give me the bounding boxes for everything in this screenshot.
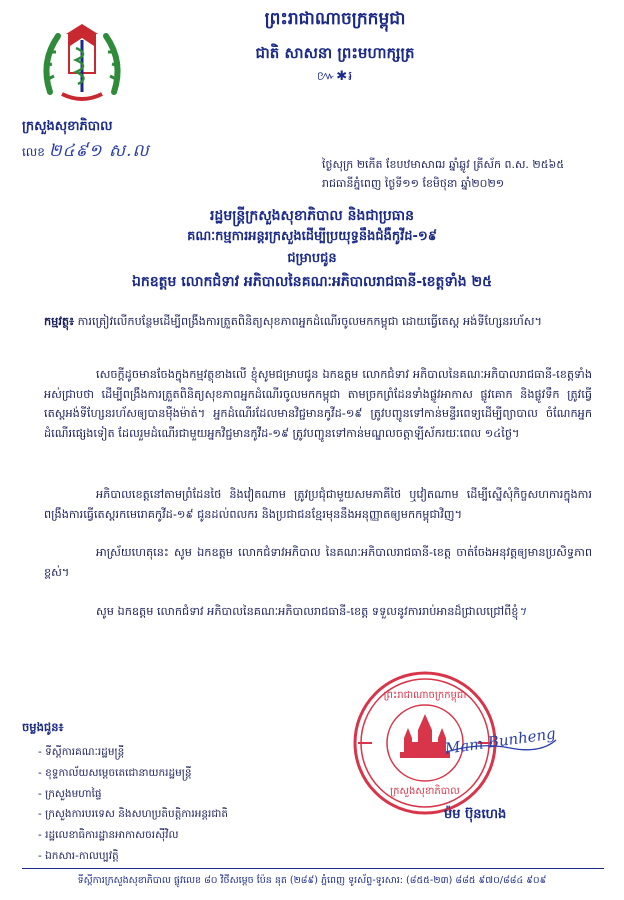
cc-item: - ឯកសារ-កាលប្បវត្តិ [38,846,228,867]
title-committee: គណៈកម្មការអន្តរក្រសួងដើម្បីប្រយុទ្ធនឹងជំងឺកូវីដ-១៩ [187,229,437,244]
reference-value: ២៤៩១ ស.ល [48,141,150,161]
footer-divider [22,868,604,869]
title-recipients: ឯកឧត្តម លោកជំទាវ អភិបាលនៃគណៈអភិបាលរាជធានី-ខេត្តទាំង ២៥ [131,274,492,290]
body-paragraph-3: អាស្រ័យហេតុនេះ សូម ឯកឧត្តម លោកជំទាវអភិបាល នៃគណៈអភិបាលរាជធានី-ខេត្ត ចាត់ចែងអនុវត្តឲ្យមានប្រសិទ្ធភាពខ្ពស់។ [44,546,592,579]
reference-prefix: លេខ [22,145,45,159]
ornament-divider: ៚✱៛ [316,69,354,84]
body-paragraph-2: អភិបាលខេត្តនៅតាមព្រំដែនថៃ និងវៀតណាម ត្រូវប្រជុំជាមួយសមភាគីថៃ ឬវៀតណាម ដើម្បីស្នើសុំកិច្ចសហការក្នុងការពង្រឹងការធ្វើតេស្តរកមេរោគកូវីដ-១៩ ជូនដល់ពលករ និងប្រជាជនខ្មែរមុននឹងអនុញ្ញាតឲ្យមកកម្ពុជាវិញ។ [44,488,592,521]
cc-item: - ខុទ្ទកាល័យសម្តេចតេជោនាយករដ្ឋមន្ត្រី [38,763,228,784]
subject-label: កម្មវត្ថុ៖ [44,315,75,328]
reference-number [22,140,150,165]
cc-item: - ក្រសួងការបរទេស និងសហប្រតិបត្តិការអន្តរជាតិ [38,804,228,825]
closing-text: សូម ឯកឧត្តម លោកជំទាវ អភិបាលនៃគណៈអភិបាលរាជធានី-ខេត្ត ទទួលនូវការរាប់អានដ៏ជ្រាលជ្រៅពីខ្ញុំ [96,605,519,618]
solar-date: រាជធានីភ្នំពេញ ថ្ងៃទី១១ ខែមិថុនា ឆ្នាំ២០២១ [322,177,505,190]
subject-text: ការត្រៀវលើកបន្ថែមដើម្បីពង្រឹងការត្រួតពិនិត្យសុខភាពអ្នកដំណើរចូលមកកម្ពុជា ដោយធ្វើតេស្ត អង់ទីហ្សែនរហ័ស។ [74,315,542,328]
title-salutation: ជម្រាបជូន [287,251,337,266]
seal-top-text: ព្រះរាជាណាចក្រកម្ពុជា [383,690,467,701]
ministry-logo [36,22,128,112]
handwritten-signature [440,712,560,762]
signer-name: ម៉ម ប៊ុនហេង [444,807,507,822]
ministry-name: ក្រសួងសុខាភិបាល [22,119,113,134]
national-motto: ជាតិ សាសនា ព្រះមហាក្សត្រ [255,44,415,62]
seal-bottom-text: ក្រសួងសុខាភិបាល [390,786,460,797]
cc-item: - ក្រសួងមហាផ្ទៃ [38,784,228,805]
body-paragraph-1: សេចក្តីដូចមានចែងក្នុងកម្មវត្ថុខាងលើ ខ្ញុំសូមជម្រាបជូន ឯកឧត្តម លោកជំទាវ អភិបាលនៃគណៈអភិបាលរាជធានី-ខេត្តទាំងអស់ជ្រាបថា ដើម្បីពង្រឹងការត្រួតពិនិត្យសុខភាពអ្នកដំណើរចូលមកកម្ពុជា តាមច្រកព្រំដែនទាំងផ្លូវអាកាស ផ្លូវគោក និងផ្លូវទឹក ត្រូវធ្វើតេស្តអង់ទីហ្សែនរហ័សឲ្យបានម៉ឺងម៉ាត់។ អ្នកដំណើរដែលមានវិជ្ជមានកូវីដ-១៩ ត្រូវបញ្ជូនទៅកាន់មន្ទីរពេទ្យដើម្បីព្យាបាល ចំណែកអ្នកដំណើរផ្សេងទៀត ដែលរួមដំណើរជាមួយអ្នកវិជ្ជមានកូវីដ-១៩ ត្រូវបញ្ជូនទៅកាន់មណ្ឌលចត្តាឡីស័ករយៈពេល ១៤ថ្ងៃ។ [44,368,592,440]
cc-list [38,742,228,867]
cc-item: - រដ្ឋលេខាធិការដ្ឋានអាកាសចរស៊ីវិល [38,825,228,846]
lunar-date: ថ្ងៃសុក្រ ២កើត ខែបឋមាសាឍ ឆ្នាំឆ្លូវ ត្រីស័ក ព.ស. ២៥៦៥ [322,158,565,171]
title-sender: រដ្ឋមន្ត្រីក្រសួងសុខាភិបាល និងជាប្រធាន [209,208,414,224]
closing-mark: ។ [518,605,526,618]
signature-text: Mam Bunheng [443,724,557,758]
subject-line [44,312,592,332]
cc-item: - ទីស្តីការគណៈរដ្ឋមន្ត្រី [38,742,228,763]
footer-address: ទីស្តីការក្រសួងសុខាភិបាល ផ្លូវលេខ ៨០ វិថីសម្តេច ប៉ែន នុត (២៨៩) ភ្នំពេញ ទូរស័ព្ទ-ទូរសារ: (៨៥៥-២៣) ៨៨៥ ៩៧០/៨៨៤ ៩០៩ [77,875,547,886]
closing-paragraph [44,602,592,622]
kingdom-heading: ព្រះរាជាណាចក្រកម្ពុជា [264,9,406,29]
cc-title: ចម្លងជូន៖ [22,720,64,734]
